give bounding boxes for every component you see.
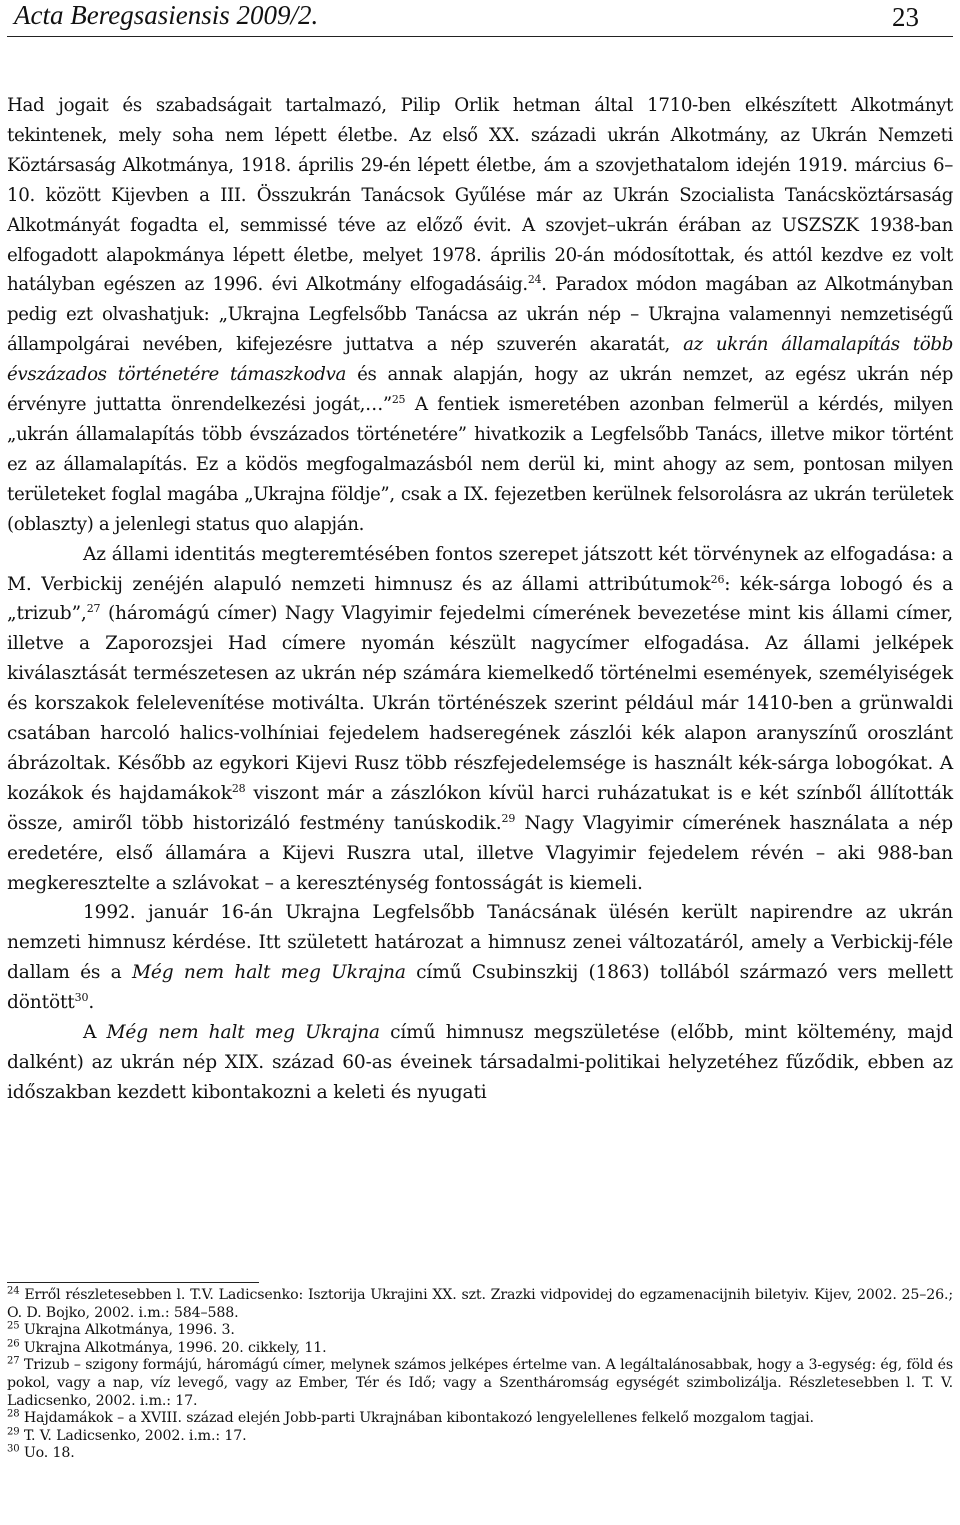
text-run: és annak alapján, hogy az ukrán nemzet, az egész ukrán nép érvényre juttatta önrendelkezési jogát,…” <box>7 364 953 416</box>
text-run: A fentiek ismeretében azonban felmerül a kérdés, milyen „ukrán államalapítás több évszázados történetére” hivatkozik a Legfelsőbb Tanács, illetve mikor történt ez az államalapítás. Ez a ködös megfogalmazásból nem derül ki, mint ahogy az sem, pontosan milyen területeket foglal magába „Ukrajna földje”, csak a IX. fejezetben kerülnek felsorolásra az ukrán területek (oblaszty) a jelenlegi status quo alapján. <box>7 394 953 535</box>
italic-title: Még nem halt meg Ukrajna <box>132 962 406 984</box>
footnote-ref-25[interactable]: 25 <box>391 393 406 406</box>
text-run: viszont már a zászlókon kívül harci ruházatukat is e két színből állították össze, amiről több historizáló festmény tanúskodik. <box>7 782 953 834</box>
footnote-text: Hajdamákok – a XVIII. század elején Jobb-parti Ukrajnában kibontakozó lengyelellenes felkelő mozgalom tagjai. <box>23 1410 814 1427</box>
text-run: . Paradox módon magában az Alkotmányban pedig ezt olvashatjuk: „Ukrajna Legfelsőbb Tanácsa az ukrán nép – Ukrajna valamennyi nemzetiségű állampolgárai nevében, kifejezésre juttatva a nép szuverén akaratát, <box>7 274 954 356</box>
footnote-30 <box>7 1445 953 1463</box>
footnote-text: Erről részletesebben l. T.V. Ladicsenko: Isztorija Ukrajini XX. szt. Zrazki vidpovidej do egzamenacijnih biletyiv. Kijev, 2002. 25–26.; O. D. Bojko, 2002. i.m.: 584–588. <box>7 1287 953 1321</box>
text-run: című Csubinszkij (1863) tollából származó vers mellett döntött <box>7 962 953 1014</box>
footnote-separator <box>7 1282 259 1283</box>
text-run: Nagy Vlagyimir címerének használata a nép eredetére, első államára a Kijevi Ruszra utal, illetve Vlagyimir fejedelem révén – aki 988-ban megkeresztelte a szlávokat – a kereszténység fontosságát is kiemeli. <box>7 812 954 894</box>
text-run: című himnusz megszületése (előbb, mint költemény, majd dalként) az ukrán nép XIX. század 60-as éveinek társadalmi-politikai helyzetéhez fűződik, ebben az időszakban kezdett kibontakozni a keleti és nyugati <box>7 1022 953 1103</box>
italic-phrase: az ukrán államalapítás több évszázados történetére támaszkodva <box>7 334 953 386</box>
footnote-number: 29 <box>7 1426 20 1438</box>
running-header <box>7 0 953 37</box>
paragraph-3 <box>7 898 953 1018</box>
footnote-number: 26 <box>7 1338 20 1350</box>
paragraph-4 <box>7 1018 953 1108</box>
italic-title: Még nem halt meg Ukrajna <box>106 1022 380 1044</box>
footnote-ref-27[interactable]: 27 <box>86 602 101 616</box>
footnote-26 <box>7 1340 953 1358</box>
text-run: . <box>88 992 95 1014</box>
footnote-number: 25 <box>7 1320 20 1332</box>
text-run: Had jogait és szabadságait tartalmazó, Pilip Orlik hetman által 1710-ben elkészített Alkotmányt tekintenek, mely soha nem lépett életbe. Az első XX. századi ukrán Alkotmány, az Ukrán Nemzeti Köztársaság Alkotmánya, 1918. április 29-én lépett életbe, ám a szovjethatalom idején 1919. március 6–10. között Kijevben a III. Összukrán Tanácsok Gyűlése már az Ukrán Szocialista Tanácsköztársaság Alkotmányát fogadta el, semmissé téve az előző évit. A szovjet–ukrán érában az USZSZK 1938-ban elfogadott alapokmánya lépett életbe, melyet 1978. április 20-án módosítottak, és attól kezdve ez volt hatályban egészen az 1996. évi Alkotmány elfogadásáig. <box>7 95 953 296</box>
footnote-24 <box>7 1287 953 1322</box>
text-run: A <box>83 1022 97 1044</box>
footnote-number: 30 <box>7 1443 20 1455</box>
footnote-ref-28[interactable]: 28 <box>231 781 246 795</box>
footnote-27 <box>7 1357 953 1410</box>
footnote-ref-30[interactable]: 30 <box>74 991 89 1004</box>
footnote-ref-26[interactable]: 26 <box>710 572 725 586</box>
page-number: 23 <box>892 2 919 32</box>
footnote-number: 28 <box>7 1408 20 1420</box>
text-run: 1992. január 16-án Ukrajna Legfelsőbb Tanácsának ülésén került napirendre az ukrán nemzeti himnusz kérdése. Itt született határozat a himnusz zenei változatáról, amely a Verbickij-féle dallam és a <box>7 902 953 984</box>
paragraph-2 <box>7 540 953 899</box>
text-run: Az állami identitás megteremtésében fontos szerepet játszott két törvénynek az elfogadása: a M. Verbickij zenéjén alapuló nemzeti himnusz és az állami attribútumok <box>7 543 953 595</box>
paragraph-1 <box>7 91 953 540</box>
journal-title: Acta Beregsasiensis 2009/2. <box>14 0 319 30</box>
body-text <box>7 91 953 1108</box>
footnote-number: 27 <box>7 1355 20 1367</box>
footnote-text: Ukrajna Alkotmánya, 1996. 3. <box>23 1322 235 1339</box>
footnote-ref-29[interactable]: 29 <box>501 811 516 825</box>
footnote-text: T. V. Ladicsenko, 2002. i.m.: 17. <box>23 1427 247 1444</box>
footnote-text: Trizub – szigony formájú, háromágú címer, melynek számos jelképes értelme van. A legáltalánosabbak, hogy a 3-egység: ég, föld és pokol, vagy a nap, víz levegő, vagy az Ember, Tér és Idő; vagy a Szentháromság egységét szimbolizálja. Részletesebben l. T. V. Ladicsenko, 2002. i.m.: 17. <box>7 1357 953 1409</box>
text-run: : kék-sárga lobogó és a „trizub”, <box>7 573 954 625</box>
footnote-text: Uo. 18. <box>23 1445 75 1462</box>
footnote-number: 24 <box>7 1285 20 1297</box>
footnote-29 <box>7 1428 953 1446</box>
text-run: (háromágú címer) Nagy Vlagyimir fejedelmi címerének bevezetése mint kis állami címer, illetve a Zaporozsjei Had címere nyomán készült nagycímer elfogadása. Az állami jelképek kiválasztását természetesen az ukrán nép számára kiemelkedő történelmi események, személyiségek és korszakok felelevenítése motiválta. Ukrán történészek szerint például már 1410-ben a grünwaldi csatában harcoló halics-volhíniai fejedelem hadseregének zászlói kék alapon aranyszínű oroszlánt ábrázoltak. Később az egykori Kijevi Rusz több részfejedelemsége is használt kék-sárga lobogókat. A kozákok és hajdamákok <box>7 603 954 804</box>
footnote-25 <box>7 1322 953 1340</box>
footnote-text: Ukrajna Alkotmánya, 1996. 20. cikkely, 11. <box>23 1339 327 1356</box>
footnote-ref-24[interactable]: 24 <box>527 273 542 287</box>
footnotes <box>7 1282 953 1463</box>
footnote-28 <box>7 1410 953 1428</box>
